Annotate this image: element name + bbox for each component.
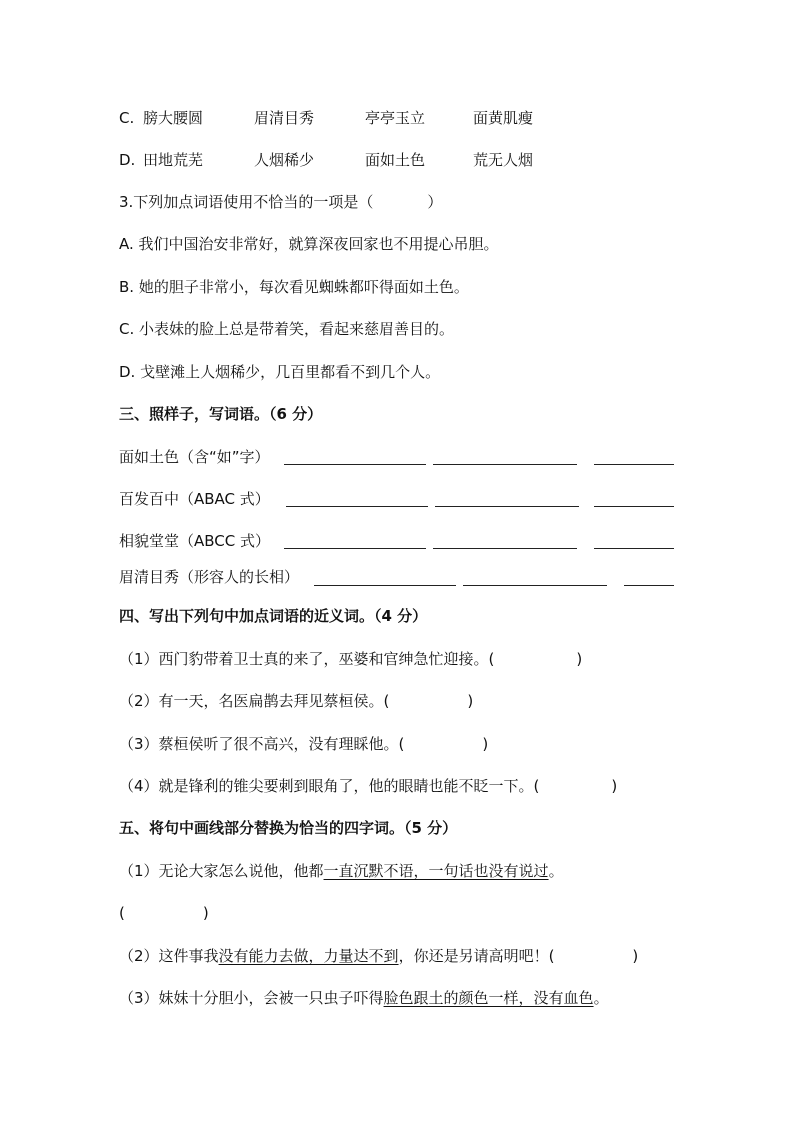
option-word: 面黄肌瘦 (473, 109, 534, 127)
option-label: D. (119, 151, 136, 169)
option-word: 面如土色 (365, 151, 426, 169)
item-text-end: 。 (548, 862, 564, 880)
section4-item-3 (119, 734, 488, 754)
answer-blank[interactable] (433, 548, 577, 549)
q3-option-a: A. 我们中国治安非常好，就算深夜回家也不用提心吊胆。 (119, 235, 499, 253)
section3-row-3: 相貌堂堂（ABCC 式） (119, 532, 271, 550)
option-label: C. (119, 109, 135, 127)
section5-item-1-answer (119, 903, 209, 923)
answer-blank[interactable] (284, 464, 426, 465)
underlined-phrase: 没有能力去做，力量达不到 (218, 947, 399, 965)
item-text: （3）蔡桓侯听了很不高兴，没有理睬他。( (119, 735, 405, 753)
section4-item-2 (119, 691, 473, 711)
item-text: （2）这件事我 (119, 947, 219, 965)
section3-row-1: 面如土色（含“如”字） (119, 448, 270, 466)
section5-item-2 (119, 946, 638, 966)
option-word: 膀大腰圆 (143, 109, 204, 127)
item-text: （3）妹妹十分胆小，会被一只虫子吓得 (119, 989, 384, 1007)
answer-blank[interactable] (435, 506, 579, 507)
underlined-phrase: 一直沉默不语，一句话也没有说过 (323, 862, 549, 880)
item-text-end: ，你还是另请高明吧！( (398, 947, 555, 965)
answer-blank[interactable] (594, 464, 674, 465)
section5-item-1 (119, 861, 564, 881)
paren-close: ) (632, 947, 639, 965)
section3-row-4: 眉清目秀（形容人的长相） (119, 568, 300, 586)
paren-close: ) (482, 735, 489, 753)
option-word: 亭亭玉立 (365, 109, 426, 127)
q3-option-b: B. 她的胆子非常小，每次看见蜘蛛都吓得面如土色。 (119, 278, 469, 296)
answer-blank[interactable] (284, 548, 426, 549)
q2-option-d (119, 150, 533, 170)
paren-close: ) (467, 692, 474, 710)
option-word: 荒无人烟 (473, 151, 534, 169)
answer-blank[interactable] (433, 464, 577, 465)
q3-option-c: C. 小表妹的脸上总是带着笑，看起来慈眉善目的。 (119, 320, 455, 338)
item-text-end: 。 (593, 989, 609, 1007)
section5-item-3 (119, 988, 609, 1008)
paren-close: ) (611, 777, 618, 795)
section3-title: 三、照样子，写词语。（6 分） (119, 405, 323, 423)
q3-stem-close: ） (427, 193, 443, 211)
paren-close: ) (576, 650, 583, 668)
answer-blank[interactable] (314, 585, 456, 586)
item-text: （1）西门豹带着卫士真的来了，巫婆和官绅急忙迎接。( (119, 650, 495, 668)
option-word: 眉清目秀 (254, 109, 315, 127)
section5-title: 五、将句中画线部分替换为恰当的四字词。（5 分） (119, 819, 458, 837)
q3-stem (119, 192, 442, 212)
paren-open: ( (119, 904, 125, 922)
section4-title: 四、写出下列句中加点词语的近义词。（4 分） (119, 607, 428, 625)
q2-option-c (119, 108, 533, 128)
answer-blank[interactable] (594, 548, 674, 549)
q3-stem-text: 3.下列加点词语使用不恰当的一项是（ (119, 193, 374, 211)
q3-option-d: D. 戈壁滩上人烟稀少，几百里都看不到几个人。 (119, 363, 441, 381)
section3-row-2: 百发百中（ABAC 式） (119, 490, 270, 508)
item-text: （4）就是锋利的锥尖要刺到眼角了，他的眼睛也能不眨一下。( (119, 777, 540, 795)
section4-item-1 (119, 649, 582, 669)
section4-item-4 (119, 776, 617, 796)
underlined-phrase: 脸色跟土的颜色一样，没有血色 (383, 989, 594, 1007)
answer-blank[interactable] (594, 506, 674, 507)
answer-blank[interactable] (286, 506, 428, 507)
item-text: （1）无论大家怎么说他，他都 (119, 862, 324, 880)
option-word: 田地荒芜 (143, 151, 204, 169)
item-text: （2）有一天，名医扁鹊去拜见蔡桓侯。( (119, 692, 390, 710)
paren-close: ) (202, 904, 209, 922)
answer-blank[interactable] (624, 585, 674, 586)
answer-blank[interactable] (463, 585, 607, 586)
option-word: 人烟稀少 (254, 151, 315, 169)
